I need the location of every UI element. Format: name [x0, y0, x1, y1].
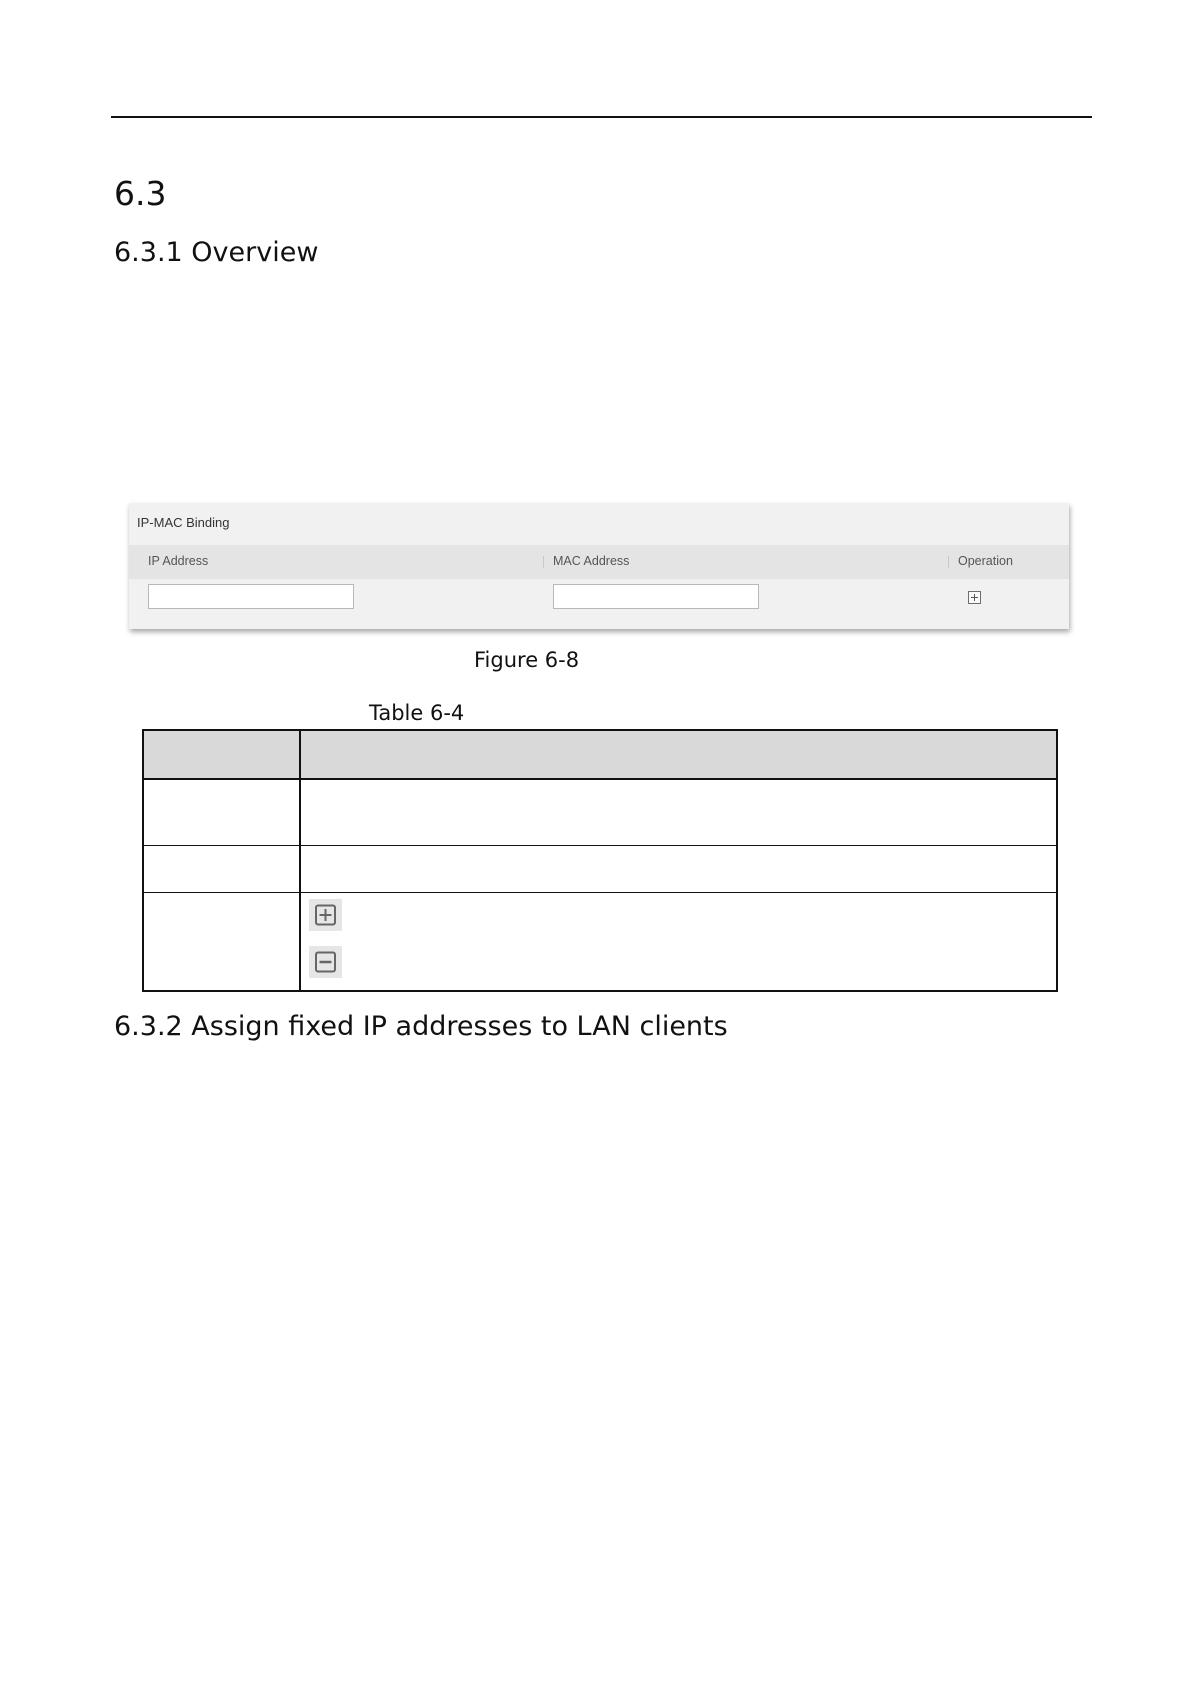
- mac-address-input[interactable]: [553, 584, 759, 609]
- add-icon-sample: [309, 899, 342, 931]
- column-separator: [543, 556, 544, 568]
- add-rule-button[interactable]: [968, 591, 981, 604]
- table-row-divider: [144, 892, 1056, 893]
- column-header-ip: IP Address: [148, 554, 209, 568]
- parameter-table: [142, 729, 1058, 992]
- section-heading: 6.3: [114, 174, 167, 213]
- figure-caption: Figure 6-8: [474, 648, 580, 672]
- plus-square-icon: [969, 592, 980, 603]
- plus-square-icon: [309, 899, 342, 931]
- ip-address-input[interactable]: [148, 584, 354, 609]
- table-header-row: [144, 731, 1056, 780]
- column-separator: [948, 556, 949, 568]
- ip-mac-binding-panel: [129, 503, 1069, 629]
- column-header-mac: MAC Address: [553, 554, 630, 568]
- assign-heading: 6.3.2 Assign fixed IP addresses to LAN clients: [114, 1011, 728, 1042]
- panel-header-row: [129, 545, 1069, 579]
- delete-icon-sample: [309, 946, 342, 978]
- table-column-divider: [299, 731, 301, 990]
- minus-square-icon: [309, 946, 342, 978]
- panel-title: IP-MAC Binding: [137, 515, 230, 530]
- table-row-divider: [144, 845, 1056, 846]
- header-rule: [111, 116, 1092, 118]
- table-caption: Table 6-4: [369, 701, 465, 725]
- overview-heading: 6.3.1 Overview: [114, 237, 319, 268]
- column-header-operation: Operation: [958, 554, 1013, 568]
